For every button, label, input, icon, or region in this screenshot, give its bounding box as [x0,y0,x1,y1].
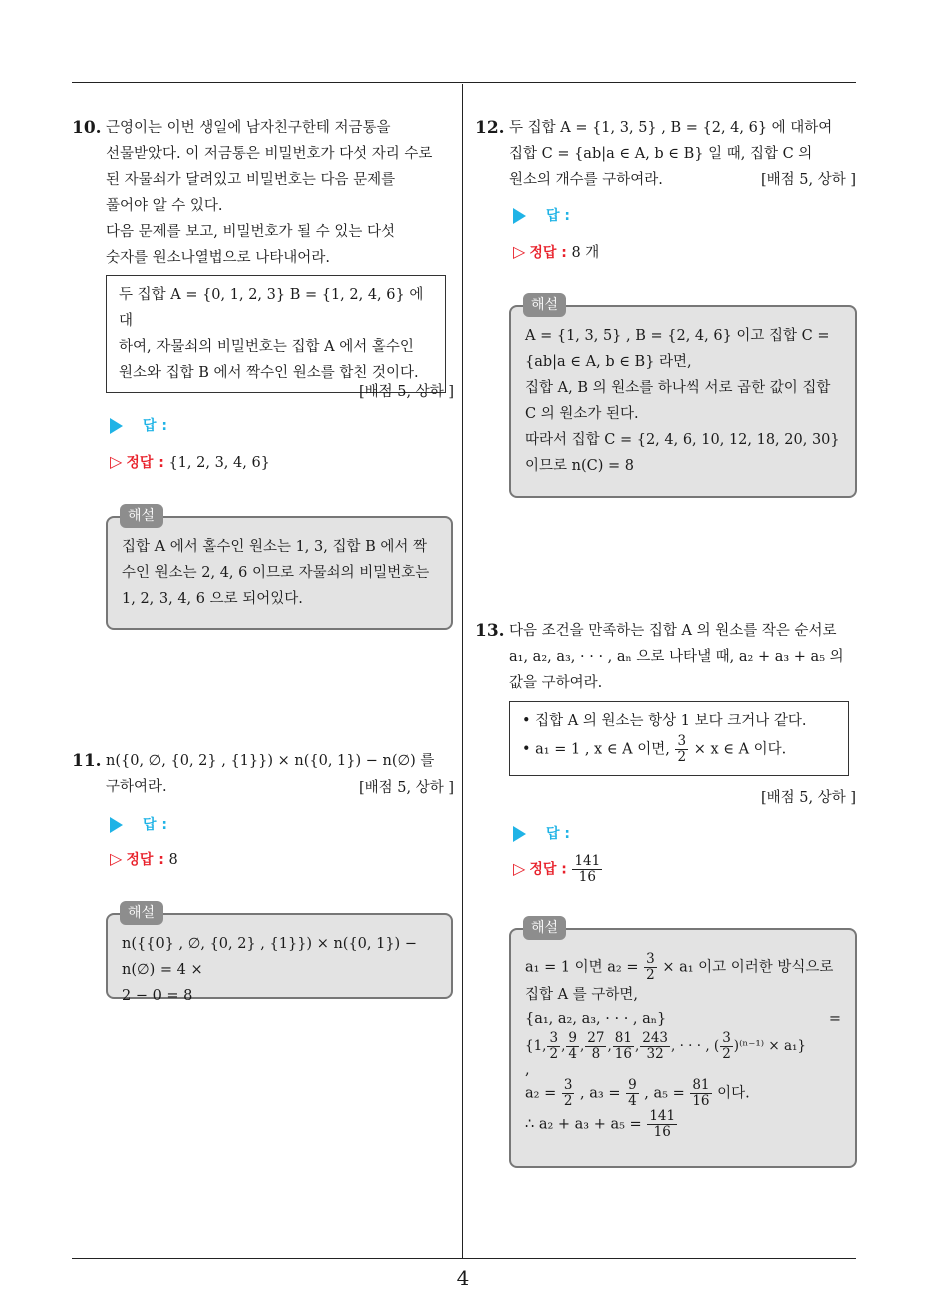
score-label: [배점 5, 상하 ] [358,780,454,796]
fraction-numerator: 243 [642,1030,669,1046]
equals-sign: = [828,1011,841,1027]
question-number: 11. [72,751,102,771]
play-triangle-icon [110,817,123,833]
answer-label: 답 : [546,826,570,842]
condition-line: 원소와 집합 B 에서 짝수인 원소를 합친 것이다. [119,365,419,381]
page-number: 4 [456,1266,470,1290]
solution-box [509,297,857,498]
solution-line: n({{0} , ∅, {0, 2} , {1}}) × n({0, 1}) − n(∅) = 4 × [122,936,417,978]
play-triangle-icon [513,208,526,224]
question-10 [72,115,457,271]
solution-box [106,905,453,1004]
condition-line: 두 집합 A = {0, 1, 2, 3} B = {1, 2, 4, 6} 에 대 [119,287,424,329]
solution-line: 이므로 n(C) = 8 [525,458,634,474]
outline-triangle-icon: ▷ [513,858,526,878]
answer-row [110,415,167,435]
solution-box [106,508,453,630]
correct-fraction [572,854,602,885]
solution-text: a₂ = [525,1085,557,1102]
fraction-denominator: 2 [722,1046,731,1062]
fraction [647,1109,677,1140]
fraction-denominator: 16 [578,869,596,885]
question-number: 12. [475,118,505,138]
question-line: 원소의 개수를 구하여라. [509,172,663,188]
fraction-denominator: 32 [646,1046,664,1062]
condition-line [522,734,836,765]
score-label: [배점 5, 상하 ] [760,172,856,188]
condition-box [106,275,446,393]
question-line: 값을 구하여라. [509,675,603,691]
fraction-numerator: 141 [649,1108,676,1124]
column-divider [462,84,463,1258]
correct-label: 정답 : [529,861,567,878]
play-triangle-icon [110,418,123,434]
question-13 [475,618,860,696]
condition-text: • a₁ = 1 , x ∈ A 이면, [522,741,670,758]
answer-label: 답 : [546,208,570,224]
solution-line [525,1109,841,1140]
fraction-numerator: 3 [563,1077,573,1093]
correct-label: 정답 : [126,455,164,471]
condition-box [509,701,849,776]
correct-answer-row [110,849,178,869]
solution-text: a₁ = 1 이면 a₂ = [525,959,639,976]
solution-text: , a₃ = [580,1085,621,1102]
fraction-numerator: 3 [646,951,655,967]
bottom-rule [72,1258,856,1259]
fraction-numerator: 27 [587,1030,605,1046]
solution-line [525,952,841,983]
correct-value: 8 [168,852,178,868]
question-text [106,115,457,271]
solution-line: 수인 원소는 2, 4, 6 이므로 자물쇠의 비밀번호는 [122,565,430,581]
fraction-denominator: 4 [628,1093,637,1109]
answer-label: 답 : [143,418,167,434]
question-line: 다음 문제를 보고, 비밀번호가 될 수 있는 다섯 [106,224,395,240]
solution-line: , [525,1062,530,1078]
sequence-fraction [547,1031,560,1062]
solution-text: {a₁, a₂, a₃, · · · , aₙ} [525,1011,667,1027]
answer-row [513,823,570,843]
sequence-dots: , · · · , ( [671,1038,720,1054]
solution-line: {ab|a ∈ A, b ∈ B} 라면, [525,354,692,370]
outline-triangle-icon: ▷ [110,452,123,471]
fraction [562,1078,575,1109]
question-line: 구하여라. [106,779,167,795]
solution-text: ∴ a₂ + a₃ + a₅ = [525,1116,642,1133]
question-line: 집합 C = {ab|a ∈ A, b ∈ B} 일 때, 집합 C 의 [509,146,813,162]
solution-box [509,920,857,1168]
answer-label: 답 : [143,817,167,833]
sequence-fraction [585,1031,606,1062]
question-line: 숫자를 원소나열법으로 나타내어라. [106,250,330,266]
question-line: a₁, a₂, a₃, · · · , aₙ 으로 나타낼 때, a₂ + a₃ + a₅ 의 [509,649,844,665]
fraction [626,1078,639,1109]
solution-line: 1, 2, 3, 4, 6 으로 되어있다. [122,591,303,607]
comma: , [579,1038,585,1054]
solution-line: 집합 A 를 구하면, [525,987,638,1003]
fraction-numerator: 81 [692,1077,710,1093]
question-line: n({0, ∅, {0, 2} , {1}}) × n({0, 1}) − n(∅) 를 [106,753,435,769]
fraction-denominator: 16 [653,1124,671,1140]
sequence-fraction [613,1031,634,1062]
fraction-numerator: 3 [549,1030,559,1046]
question-number: 10. [72,118,102,138]
question-line: 근영이는 이번 생일에 남자친구한테 저금통을 [106,120,391,136]
fraction [720,1031,733,1062]
fraction-numerator: 141 [574,853,601,869]
solution-text: , a₅ = [644,1085,685,1102]
correct-answer-row [513,854,603,885]
fraction [644,952,657,983]
sequence-terms [546,1030,671,1062]
top-rule [72,82,856,83]
fraction-denominator: 8 [591,1046,601,1062]
question-number: 13. [475,621,505,641]
solution-text: × a₁ 이고 이러한 방식으로 [662,959,834,976]
outline-triangle-icon: ▷ [513,242,526,261]
fraction-denominator: 4 [568,1046,577,1062]
fraction-denominator: 2 [646,967,655,983]
solution-line [525,1078,841,1109]
fraction-numerator: 3 [722,1030,731,1046]
correct-answer-row [110,452,270,472]
correct-value: {1, 2, 3, 4, 6} [168,455,270,471]
fraction-denominator: 2 [549,1046,559,1062]
outline-triangle-icon: ▷ [110,849,123,868]
fraction-denominator: 2 [563,1093,573,1109]
solution-text: 이다. [717,1085,750,1102]
solution-line [525,1007,841,1031]
solution-line: C 의 원소가 된다. [525,406,639,422]
score-label: [배점 5, 상하 ] [760,790,856,806]
condition-line: 하여, 자물쇠의 비밀번호는 집합 A 에서 홀수인 [119,339,414,355]
solution-line: A = {1, 3, 5} , B = {2, 4, 6} 이고 집합 C = [525,328,830,344]
question-text [509,618,860,696]
fraction-numerator: 3 [677,733,687,749]
sequence-fraction [640,1031,670,1062]
sequence-close: )⁽ⁿ⁻¹⁾ × a₁} [733,1038,807,1054]
question-line: 두 집합 A = {1, 3, 5} , B = {2, 4, 6} 에 대하여 [509,120,833,136]
comma: , [561,1038,566,1054]
solution-tag: 해설 [120,901,163,925]
solution-line: 집합 A 에서 홀수인 원소는 1, 3, 집합 B 에서 짝 [122,539,427,555]
solution-tag: 해설 [120,504,163,528]
sequence-fraction [566,1031,579,1062]
solution-sequence [525,1031,841,1062]
answer-row [513,205,570,225]
score-label: [배점 5, 상하 ] [358,384,454,400]
solution-line: 2 − 0 = 8 [122,988,193,1004]
comma: , [607,1038,612,1054]
fraction-numerator: 9 [628,1077,637,1093]
fraction-numerator: 9 [568,1030,577,1046]
solution-line: 따라서 집합 C = {2, 4, 6, 10, 12, 18, 20, 30} [525,432,840,448]
correct-label: 정답 : [529,245,567,261]
solution-tag: 해설 [523,916,566,940]
question-line: 된 자물쇠가 달려있고 비밀번호는 다음 문제를 [106,172,396,188]
comma: , [634,1038,640,1054]
correct-label: 정답 : [126,852,164,868]
condition-text: × x ∈ A 이다. [693,741,787,758]
fraction [690,1078,711,1109]
fraction-numerator: 81 [614,1030,632,1046]
question-line: 다음 조건을 만족하는 집합 A 의 원소를 작은 순서로 [509,623,837,639]
question-line: 풀어야 알 수 있다. [106,198,223,214]
correct-answer-row [513,241,599,262]
fraction-denominator: 2 [677,749,687,765]
correct-value: 8 개 [571,245,600,261]
solution-tag: 해설 [523,293,566,317]
fraction [675,734,688,765]
fraction-denominator: 16 [692,1093,710,1109]
fraction-denominator: 16 [614,1046,632,1062]
play-triangle-icon [513,826,526,842]
question-line: 선물받았다. 이 저금통은 비밀번호가 다섯 자리 수로 [106,146,433,162]
solution-line: 집합 A, B 의 원소를 하나씩 서로 곱한 값이 집합 [525,380,831,396]
answer-row [110,814,167,834]
sequence-open: {1, [525,1038,547,1054]
condition-line: • 집합 A 의 원소는 항상 1 보다 크거나 같다. [522,713,807,729]
